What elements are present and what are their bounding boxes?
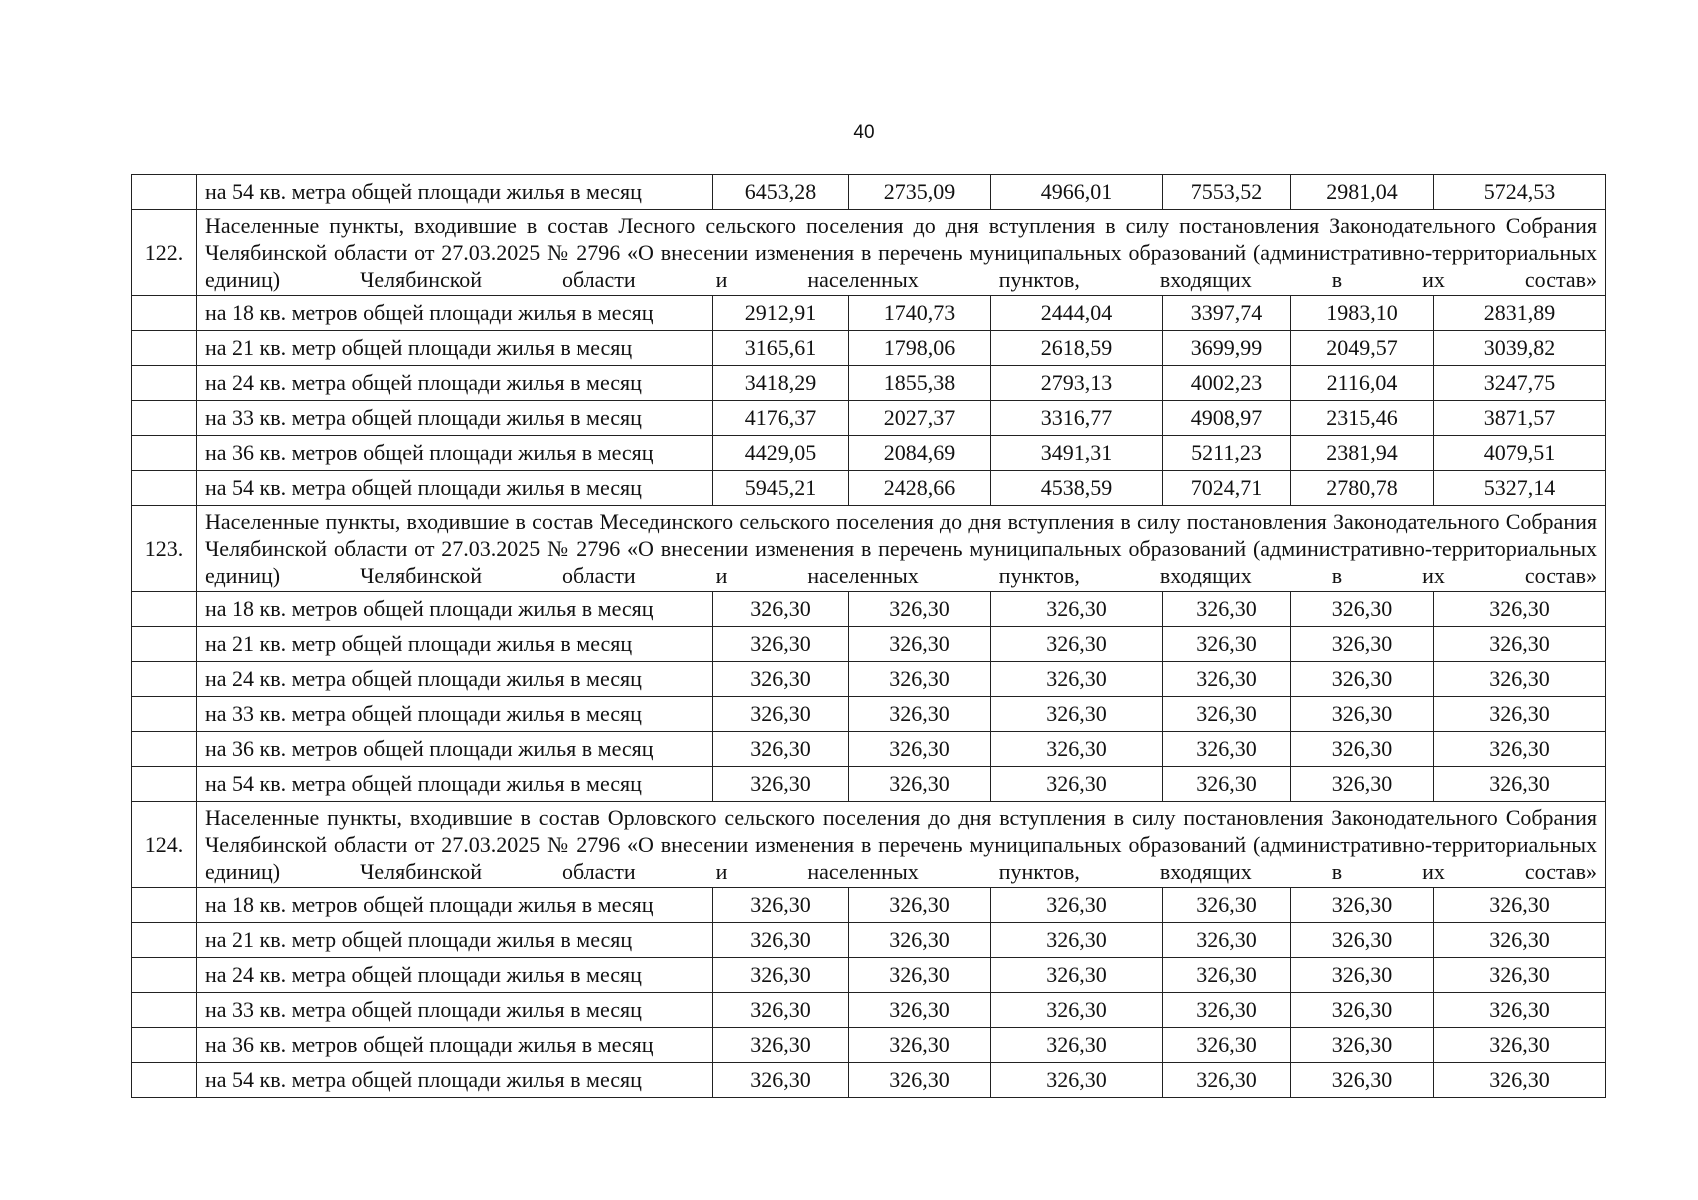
value-cell: 326,30 (713, 958, 849, 993)
value-cell: 326,30 (849, 662, 991, 697)
row-label: на 33 кв. метра общей площади жилья в месяц (197, 401, 713, 436)
value-cell: 1983,10 (1291, 296, 1434, 331)
value-cell: 326,30 (849, 697, 991, 732)
value-cell: 326,30 (713, 697, 849, 732)
row-number-cell (132, 923, 197, 958)
table-row (132, 471, 1606, 506)
value-cell: 326,30 (713, 662, 849, 697)
value-cell: 326,30 (849, 923, 991, 958)
value-cell: 2793,13 (991, 366, 1163, 401)
row-label: на 24 кв. метра общей площади жилья в месяц (197, 958, 713, 993)
value-cell: 3418,29 (713, 366, 849, 401)
value-cell: 326,30 (1163, 888, 1291, 923)
row-number-cell (132, 732, 197, 767)
value-cell: 326,30 (1291, 697, 1434, 732)
value-cell: 2912,91 (713, 296, 849, 331)
row-label: на 54 кв. метра общей площади жилья в месяц (197, 471, 713, 506)
value-cell: 7553,52 (1163, 175, 1291, 210)
value-cell: 5724,53 (1434, 175, 1606, 210)
value-cell: 326,30 (991, 1028, 1163, 1063)
value-cell: 3699,99 (1163, 331, 1291, 366)
value-cell: 326,30 (1291, 732, 1434, 767)
row-label: на 33 кв. метра общей площади жилья в месяц (197, 993, 713, 1028)
table-row (132, 697, 1606, 732)
value-cell: 326,30 (1163, 732, 1291, 767)
value-cell: 326,30 (1163, 697, 1291, 732)
row-number-cell (132, 993, 197, 1028)
value-cell: 326,30 (1291, 662, 1434, 697)
value-cell: 326,30 (1434, 697, 1606, 732)
row-number-cell (132, 888, 197, 923)
section-header-row (132, 210, 1606, 296)
value-cell: 326,30 (1163, 662, 1291, 697)
value-cell: 326,30 (713, 592, 849, 627)
value-cell: 326,30 (991, 958, 1163, 993)
value-cell: 326,30 (1291, 627, 1434, 662)
value-cell: 2981,04 (1291, 175, 1434, 210)
row-label: на 36 кв. метров общей площади жилья в месяц (197, 732, 713, 767)
value-cell: 326,30 (991, 888, 1163, 923)
row-label: на 33 кв. метра общей площади жилья в месяц (197, 697, 713, 732)
value-cell: 326,30 (713, 888, 849, 923)
value-cell: 326,30 (991, 592, 1163, 627)
table-row (132, 888, 1606, 923)
value-cell: 326,30 (713, 923, 849, 958)
row-number-cell (132, 958, 197, 993)
value-cell: 326,30 (991, 697, 1163, 732)
value-cell: 326,30 (991, 732, 1163, 767)
row-number-cell (132, 471, 197, 506)
value-cell: 326,30 (849, 732, 991, 767)
value-cell: 4176,37 (713, 401, 849, 436)
value-cell: 326,30 (1163, 767, 1291, 802)
value-cell: 326,30 (1291, 1063, 1434, 1098)
table-row (132, 732, 1606, 767)
row-label: на 24 кв. метра общей площади жилья в месяц (197, 366, 713, 401)
value-cell: 326,30 (713, 767, 849, 802)
value-cell: 326,30 (991, 993, 1163, 1028)
value-cell: 326,30 (1163, 592, 1291, 627)
value-cell: 5327,14 (1434, 471, 1606, 506)
table-row (132, 592, 1606, 627)
row-number-cell (132, 401, 197, 436)
value-cell: 326,30 (1291, 592, 1434, 627)
row-number-cell (132, 175, 197, 210)
value-cell: 326,30 (991, 923, 1163, 958)
table-row (132, 296, 1606, 331)
value-cell: 326,30 (1291, 1028, 1434, 1063)
row-number-cell (132, 697, 197, 732)
row-number-cell (132, 662, 197, 697)
value-cell: 326,30 (1434, 732, 1606, 767)
section-number: 122. (132, 210, 197, 296)
value-cell: 1855,38 (849, 366, 991, 401)
table-row (132, 993, 1606, 1028)
value-cell: 326,30 (849, 888, 991, 923)
value-cell: 326,30 (1291, 958, 1434, 993)
value-cell: 326,30 (1434, 888, 1606, 923)
value-cell: 3871,57 (1434, 401, 1606, 436)
row-label: на 18 кв. метров общей площади жилья в месяц (197, 296, 713, 331)
value-cell: 326,30 (1434, 592, 1606, 627)
value-cell: 4966,01 (991, 175, 1163, 210)
value-cell: 326,30 (1291, 993, 1434, 1028)
section-description: Населенные пункты, входившие в состав Лесного сельского поселения до дня вступления в силу постановления Законодательного Собрания Челябинской области от 27.03.2025 № 2796 «О внесении изменения в перечень муниципальных образований (административно-территориальных единиц) Челябинской области и населенных пунктов, входящих в их состав» (197, 210, 1606, 296)
table-row (132, 175, 1606, 210)
table-row (132, 958, 1606, 993)
value-cell: 326,30 (849, 592, 991, 627)
row-number-cell (132, 767, 197, 802)
value-cell: 1798,06 (849, 331, 991, 366)
value-cell: 326,30 (1163, 958, 1291, 993)
value-cell: 3316,77 (991, 401, 1163, 436)
value-cell: 326,30 (1163, 627, 1291, 662)
row-label: на 21 кв. метр общей площади жилья в месяц (197, 627, 713, 662)
value-cell: 3247,75 (1434, 366, 1606, 401)
row-label: на 36 кв. метров общей площади жилья в месяц (197, 1028, 713, 1063)
value-cell: 326,30 (1434, 627, 1606, 662)
section-number: 124. (132, 802, 197, 888)
table-body (132, 175, 1606, 1098)
table-row (132, 662, 1606, 697)
value-cell: 326,30 (1434, 958, 1606, 993)
value-cell: 326,30 (713, 1028, 849, 1063)
table-row (132, 923, 1606, 958)
value-cell: 4002,23 (1163, 366, 1291, 401)
row-label: на 54 кв. метра общей площади жилья в месяц (197, 1063, 713, 1098)
value-cell: 326,30 (1434, 1028, 1606, 1063)
value-cell: 326,30 (1434, 662, 1606, 697)
table-row (132, 1028, 1606, 1063)
section-number: 123. (132, 506, 197, 592)
table-row (132, 767, 1606, 802)
value-cell: 326,30 (1434, 1063, 1606, 1098)
value-cell: 326,30 (849, 767, 991, 802)
table-row (132, 1063, 1606, 1098)
value-cell: 2049,57 (1291, 331, 1434, 366)
value-cell: 2780,78 (1291, 471, 1434, 506)
value-cell: 326,30 (713, 627, 849, 662)
value-cell: 2618,59 (991, 331, 1163, 366)
value-cell: 326,30 (1163, 1028, 1291, 1063)
value-cell: 326,30 (849, 958, 991, 993)
value-cell: 7024,71 (1163, 471, 1291, 506)
value-cell: 4079,51 (1434, 436, 1606, 471)
value-cell: 4908,97 (1163, 401, 1291, 436)
value-cell: 326,30 (849, 627, 991, 662)
tariff-table (131, 174, 1606, 1098)
row-number-cell (132, 592, 197, 627)
value-cell: 326,30 (1291, 923, 1434, 958)
value-cell: 326,30 (1291, 888, 1434, 923)
value-cell: 2084,69 (849, 436, 991, 471)
value-cell: 326,30 (713, 732, 849, 767)
value-cell: 5211,23 (1163, 436, 1291, 471)
value-cell: 2831,89 (1434, 296, 1606, 331)
page-number: 40 (853, 122, 875, 143)
value-cell: 326,30 (1163, 923, 1291, 958)
value-cell: 4429,05 (713, 436, 849, 471)
table-row (132, 366, 1606, 401)
row-label: на 21 кв. метр общей площади жилья в месяц (197, 331, 713, 366)
value-cell: 326,30 (991, 662, 1163, 697)
value-cell: 326,30 (713, 993, 849, 1028)
row-label: на 36 кв. метров общей площади жилья в месяц (197, 436, 713, 471)
value-cell: 3491,31 (991, 436, 1163, 471)
value-cell: 326,30 (991, 1063, 1163, 1098)
value-cell: 326,30 (1434, 767, 1606, 802)
value-cell: 2735,09 (849, 175, 991, 210)
row-label: на 21 кв. метр общей площади жилья в месяц (197, 923, 713, 958)
row-number-cell (132, 1028, 197, 1063)
section-description: Населенные пункты, входившие в состав Орловского сельского поселения до дня вступления в силу постановления Законодательного Собрания Челябинской области от 27.03.2025 № 2796 «О внесении изменения в перечень муниципальных образований (административно-территориальных единиц) Челябинской области и населенных пунктов, входящих в их состав» (197, 802, 1606, 888)
value-cell: 326,30 (1434, 923, 1606, 958)
row-label: на 18 кв. метров общей площади жилья в месяц (197, 592, 713, 627)
value-cell: 326,30 (991, 627, 1163, 662)
value-cell: 2315,46 (1291, 401, 1434, 436)
section-description: Населенные пункты, входившие в состав Месединского сельского поселения до дня вступления в силу постановления Законодательного Собрания Челябинской области от 27.03.2025 № 2796 «О внесении изменения в перечень муниципальных образований (административно-территориальных единиц) Челябинской области и населенных пунктов, входящих в их состав» (197, 506, 1606, 592)
value-cell: 3039,82 (1434, 331, 1606, 366)
value-cell: 326,30 (991, 767, 1163, 802)
value-cell: 326,30 (1163, 1063, 1291, 1098)
value-cell: 326,30 (713, 1063, 849, 1098)
value-cell: 326,30 (849, 1063, 991, 1098)
value-cell: 2027,37 (849, 401, 991, 436)
section-header-row (132, 506, 1606, 592)
table-row (132, 401, 1606, 436)
row-number-cell (132, 436, 197, 471)
value-cell: 326,30 (1291, 767, 1434, 802)
value-cell: 4538,59 (991, 471, 1163, 506)
value-cell: 326,30 (849, 1028, 991, 1063)
table-row (132, 627, 1606, 662)
table-row (132, 331, 1606, 366)
value-cell: 326,30 (1434, 993, 1606, 1028)
row-label: на 18 кв. метров общей площади жилья в месяц (197, 888, 713, 923)
row-number-cell (132, 296, 197, 331)
row-label: на 24 кв. метра общей площади жилья в месяц (197, 662, 713, 697)
section-header-row (132, 802, 1606, 888)
row-label: на 54 кв. метра общей площади жилья в месяц (197, 767, 713, 802)
value-cell: 2444,04 (991, 296, 1163, 331)
row-number-cell (132, 627, 197, 662)
value-cell: 3165,61 (713, 331, 849, 366)
value-cell: 1740,73 (849, 296, 991, 331)
value-cell: 326,30 (1163, 993, 1291, 1028)
row-number-cell (132, 331, 197, 366)
value-cell: 2381,94 (1291, 436, 1434, 471)
row-number-cell (132, 366, 197, 401)
row-label: на 54 кв. метра общей площади жилья в месяц (197, 175, 713, 210)
value-cell: 326,30 (849, 993, 991, 1028)
value-cell: 6453,28 (713, 175, 849, 210)
value-cell: 3397,74 (1163, 296, 1291, 331)
row-number-cell (132, 1063, 197, 1098)
value-cell: 2428,66 (849, 471, 991, 506)
value-cell: 5945,21 (713, 471, 849, 506)
value-cell: 2116,04 (1291, 366, 1434, 401)
table-row (132, 436, 1606, 471)
